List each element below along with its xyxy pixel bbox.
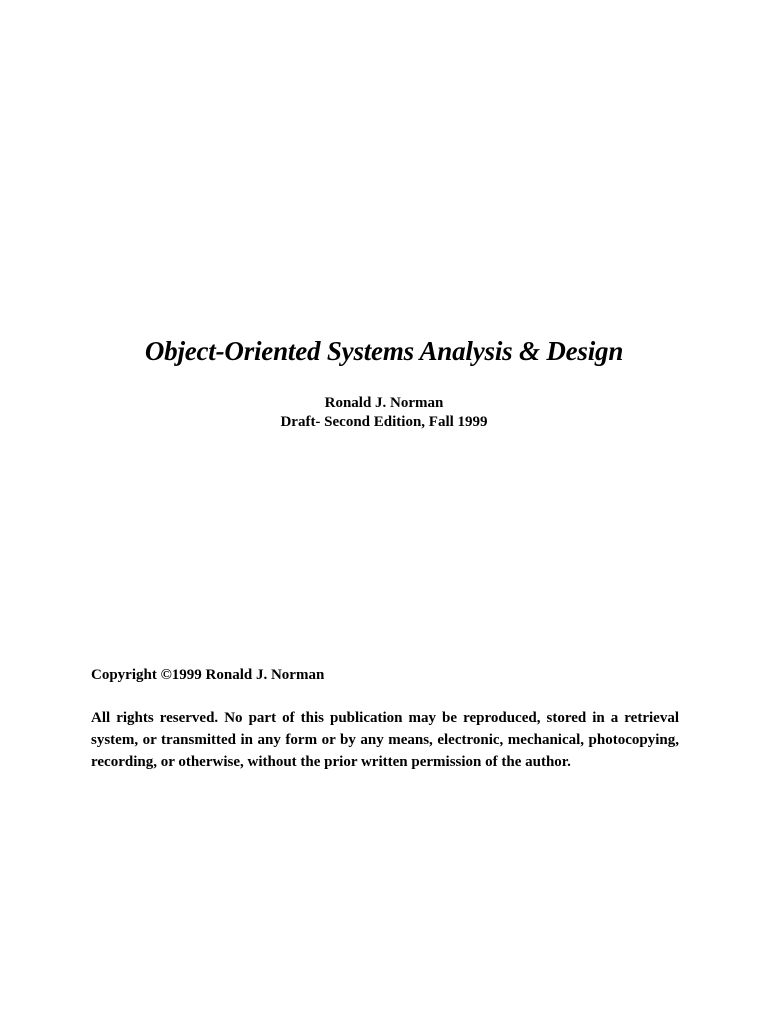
- copyright-notice: Copyright ©1999 Ronald J. Norman: [91, 667, 325, 683]
- edition-line: Draft- Second Edition, Fall 1999: [280, 414, 488, 430]
- author-block: [0, 394, 768, 432]
- document-title: Object-Oriented Systems Analysis & Design: [144, 336, 624, 366]
- rights-statement: All rights reserved. No part of this publication may be reproduced, stored in a retrieval system, or transmitted in any form or by any means, electronic, mechanical, photocopying, recording, or otherwise, without the prior written permission of the author.: [91, 710, 679, 770]
- author-name: Ronald J. Norman: [324, 395, 444, 411]
